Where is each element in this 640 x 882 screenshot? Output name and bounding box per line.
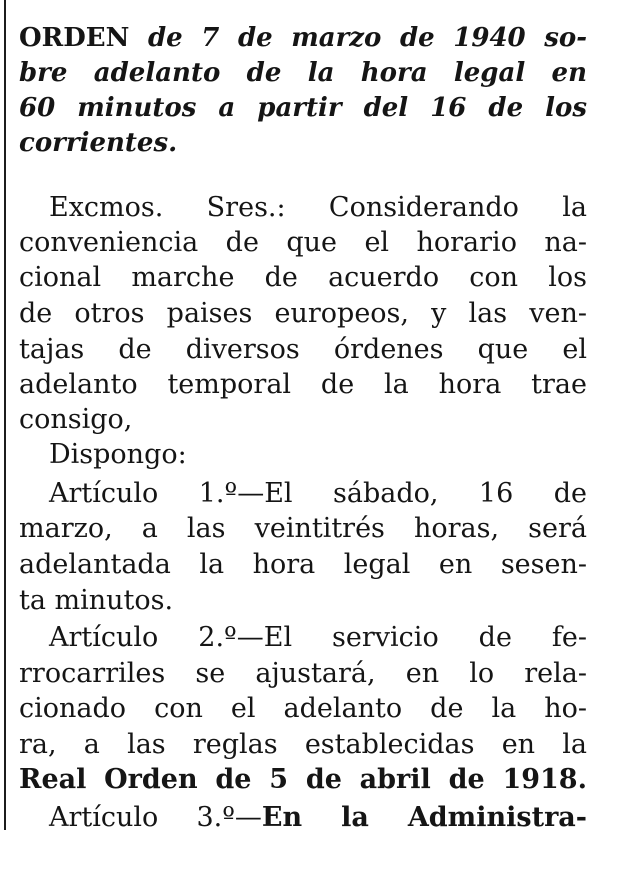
article-2-line-5: Real Orden de 5 de abril de 1918. bbox=[19, 764, 587, 795]
title-line-4: corrientes. bbox=[19, 128, 178, 158]
title-line-3: 60 minutos a partir del 16 de los bbox=[19, 93, 587, 123]
article-1-line-2: marzo, a las veintitrés horas, será bbox=[19, 513, 587, 544]
preamble-line-1: Excmos. Sres.: Considerando la bbox=[49, 192, 587, 223]
article-2-line-2: rrocarriles se ajustará, en lo rela- bbox=[19, 658, 587, 689]
article-1-line-3: adelantada la hora legal en sesen- bbox=[19, 549, 587, 580]
title-text: de 7 de marzo de 1940 so- bbox=[129, 23, 587, 53]
article-1-text: El sábado, 16 de bbox=[264, 478, 587, 509]
title-lead: ORDEN bbox=[19, 23, 130, 53]
preamble-line-3: cional marche de acuerdo con los bbox=[19, 262, 587, 293]
column-rule bbox=[4, 0, 6, 830]
preamble-line-5: tajas de diversos órdenes que el bbox=[19, 334, 587, 365]
preamble-line-2: conveniencia de que el horario na- bbox=[19, 227, 587, 258]
article-2-lead: Artículo 2.º— bbox=[49, 622, 264, 653]
dispongo-heading: Dispongo: bbox=[49, 439, 187, 470]
preamble-line-4: de otros paises europeos, y las ven- bbox=[19, 298, 587, 329]
article-1-line-4: ta minutos. bbox=[19, 585, 174, 616]
article-2-first-line bbox=[49, 620, 587, 656]
article-2-line-4: ra, a las reglas establecidas en la bbox=[19, 729, 587, 760]
article-1-first-line bbox=[49, 476, 587, 512]
article-2-text: El servicio de fe- bbox=[263, 622, 587, 653]
title-line-2: bre adelanto de la hora legal en bbox=[19, 58, 587, 88]
title-line-1 bbox=[19, 20, 587, 56]
article-2-line-3: cionado con el adelanto de la ho- bbox=[19, 693, 587, 724]
article-1-lead: Artículo 1.º— bbox=[49, 478, 265, 509]
preamble-line-6: adelanto temporal de la hora trae bbox=[19, 369, 587, 400]
article-3-lead: Artículo 3.º— bbox=[49, 802, 262, 833]
article-3-text: En la Administra- bbox=[261, 802, 587, 833]
article-3-first-line bbox=[49, 800, 587, 836]
preamble-line-7: consigo, bbox=[19, 404, 133, 435]
